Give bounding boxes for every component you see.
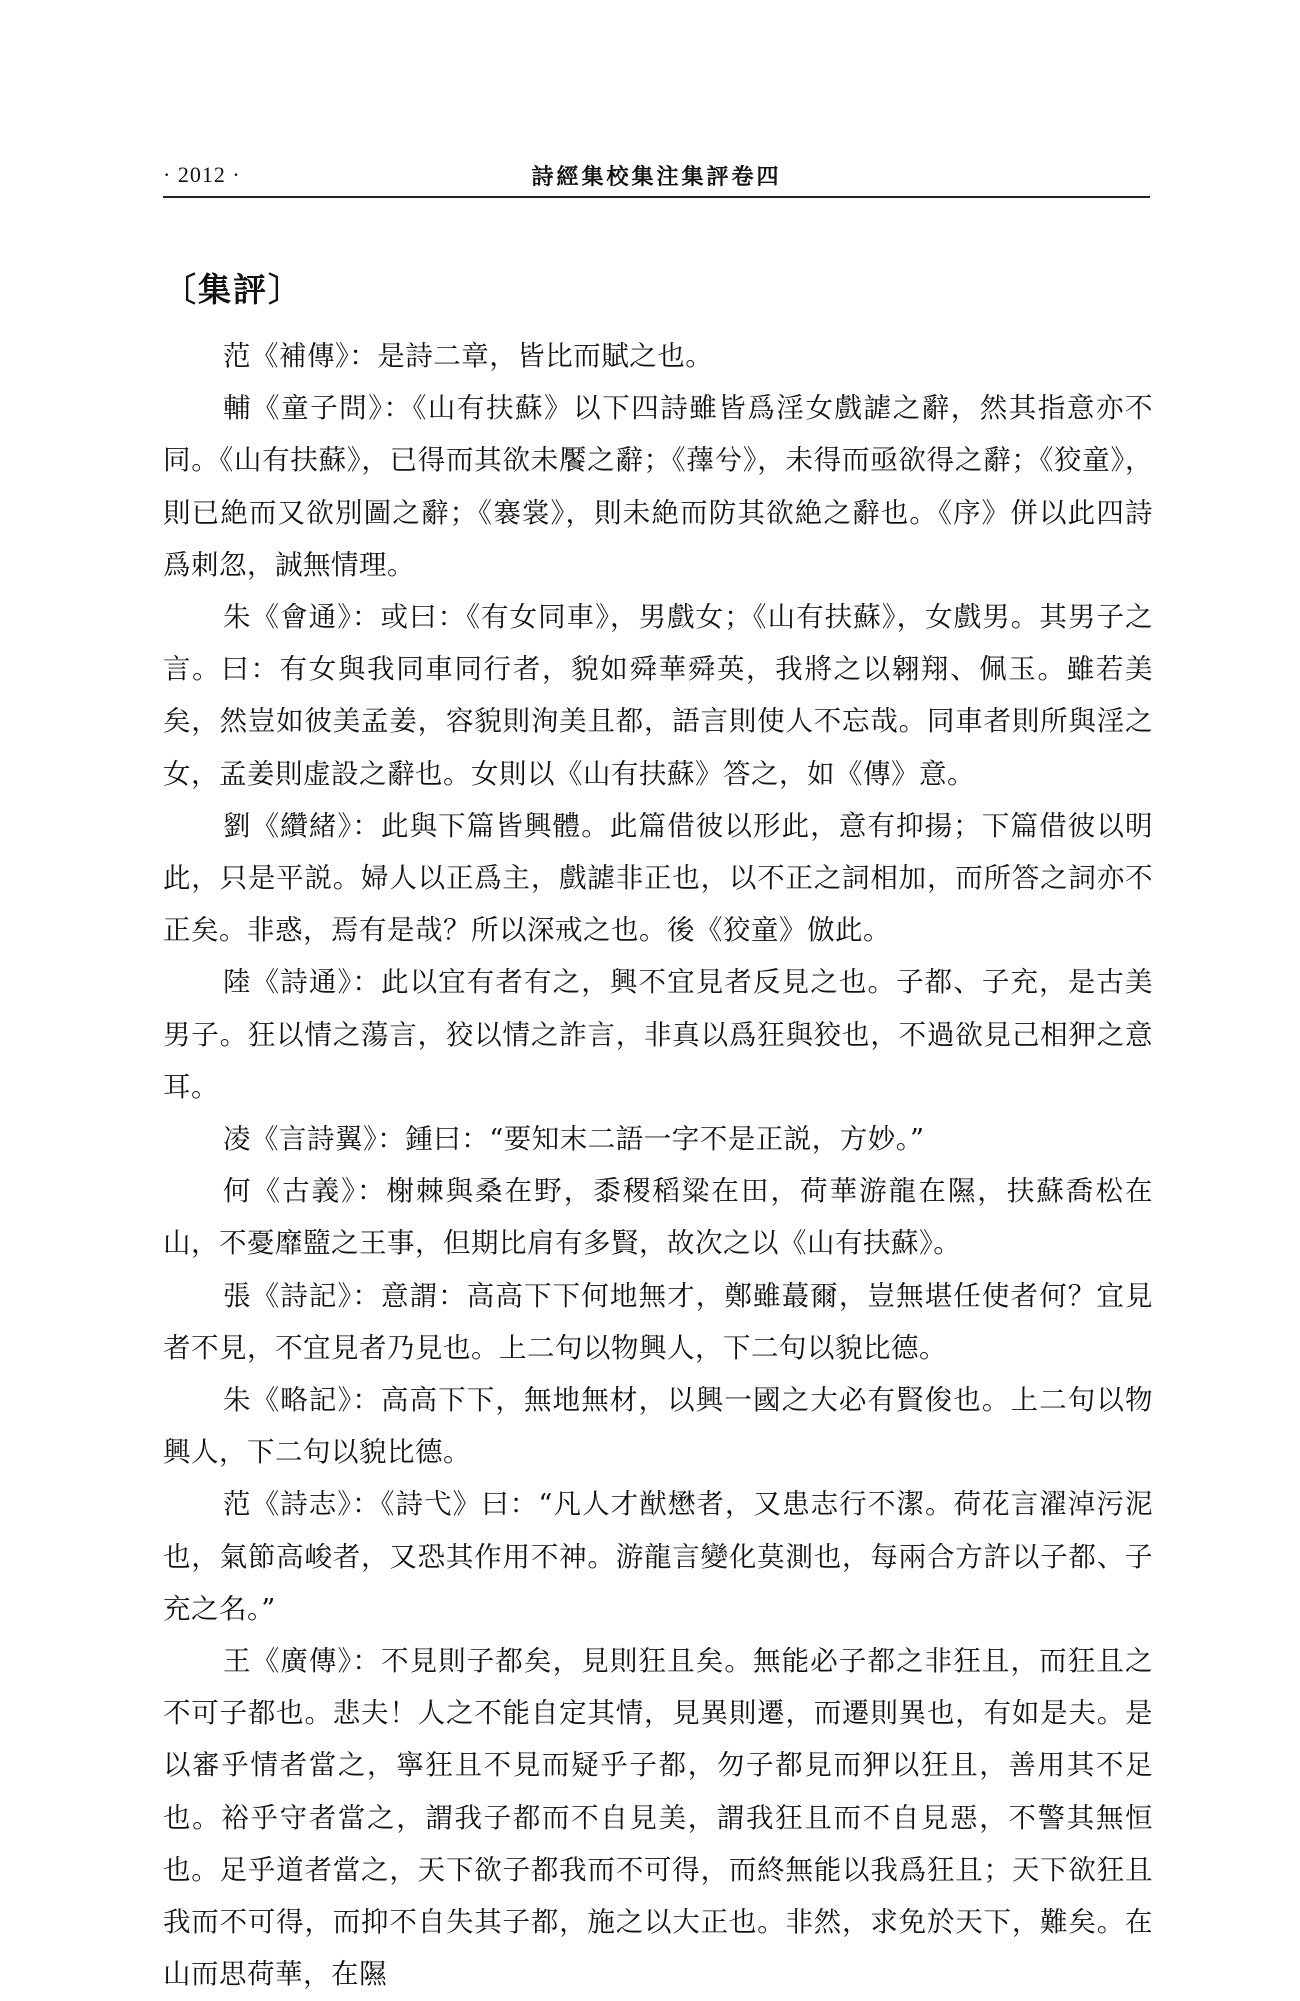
paragraph: 何《古義》：榭棘與桑在野，黍稷稻粱在田，荷華游龍在隰，扶蘇喬松在山，不憂靡盬之王事，但期比肩有多賢，故次之以《山有扶蘇》。 (163, 1175, 1153, 1260)
page-number: · 2012 · (163, 162, 241, 187)
paragraph: 朱《略記》：高高下下，無地無材，以興一國之大必有賢俊也。上二句以物興人，下二句以貌比德。 (163, 1384, 1153, 1469)
paragraph: 陸《詩通》：此以宜有者有之，興不宜見者反見之也。子都、子充，是古美男子。狂以情之蕩言，狡以情之詐言，非真以爲狂與狡也，不過欲見己相狎之意耳。 (163, 966, 1153, 1103)
body-text (163, 330, 1153, 2001)
paragraph: 王《廣傳》：不見則子都矣，見則狂且矣。無能必子都之非狂且，而狂且之不可子都也。悲夫！人之不能自定其情，見異則遷，而遷則異也，有如是夫。是以審乎情者當之，寧狂且不見而疑乎子都，勿子都見而狎以狂且，善用其不足也。裕乎守者當之，謂我子都而不自見美，謂我狂且而不自見惡，不警其無恒也。足乎道者當之，天下欲子都我而不可得，而終無能以我爲狂且；天下欲狂且我而不可得，而抑不自失其子都，施之以大正也。非然，求免於天下，難矣。在山而思荷華，在隰 (163, 1645, 1153, 1991)
paragraph: 劉《纘緒》：此與下篇皆興體。此篇借彼以形此，意有抑揚；下篇借彼以明此，只是平説。婦人以正爲主，戲謔非正也，以不正之詞相加，而所答之詞亦不正矣。非惑，焉有是哉？所以深戒之也。後《狡童》倣此。 (163, 809, 1153, 947)
paragraph: 范《補傳》：是詩二章，皆比而賦之也。 (223, 340, 714, 372)
running-title: 詩經集校集注集評卷四 (531, 164, 782, 190)
page-header (163, 160, 1150, 196)
paragraph: 輔《童子問》：《山有扶蘇》以下四詩雖皆爲淫女戲謔之辭，然其指意亦不同。《山有扶蘇》，已得而其欲未饜之辭；《蘀兮》，未得而亟欲得之辭；《狡童》，則已絶而又欲別圖之辭；《褰裳》，則未絶而防其欲絶之辭也。《序》併以此四詩爲刺忽，誠無情理。 (163, 392, 1153, 581)
paragraph: 朱《會通》：或曰：《有女同車》，男戲女；《山有扶蘇》，女戲男。其男子之言。曰：有女與我同車同行者，貌如舜華舜英，我將之以翱翔、佩玉。雖若美矣，然豈如彼美孟姜，容貌則洵美且都，語言則使人不忘哉。同車者則所與淫之女，孟姜則虚設之辭也。女則以《山有扶蘇》答之，如《傳》意。 (163, 601, 1153, 790)
paragraph: 范《詩志》：《詩弋》曰：“凡人才猷懋者，又患志行不潔。荷花言濯淖污泥也，氣節高峻者，又恐其作用不神。游龍言變化莫測也，每兩合方許以子都、子充之名。” (163, 1488, 1153, 1625)
header-rule (163, 196, 1150, 198)
section-title: 〔集評〕 (163, 270, 303, 309)
paragraph: 凌《言詩翼》：鍾曰：“要知末二語一字不是正説，方妙。” (223, 1123, 925, 1156)
paragraph: 張《詩記》：意謂：高高下下何地無才，鄭雖蕞爾，豈無堪任使者何？宜見者不見，不宜見者乃見也。上二句以物興人，下二句以貌比德。 (163, 1279, 1153, 1364)
